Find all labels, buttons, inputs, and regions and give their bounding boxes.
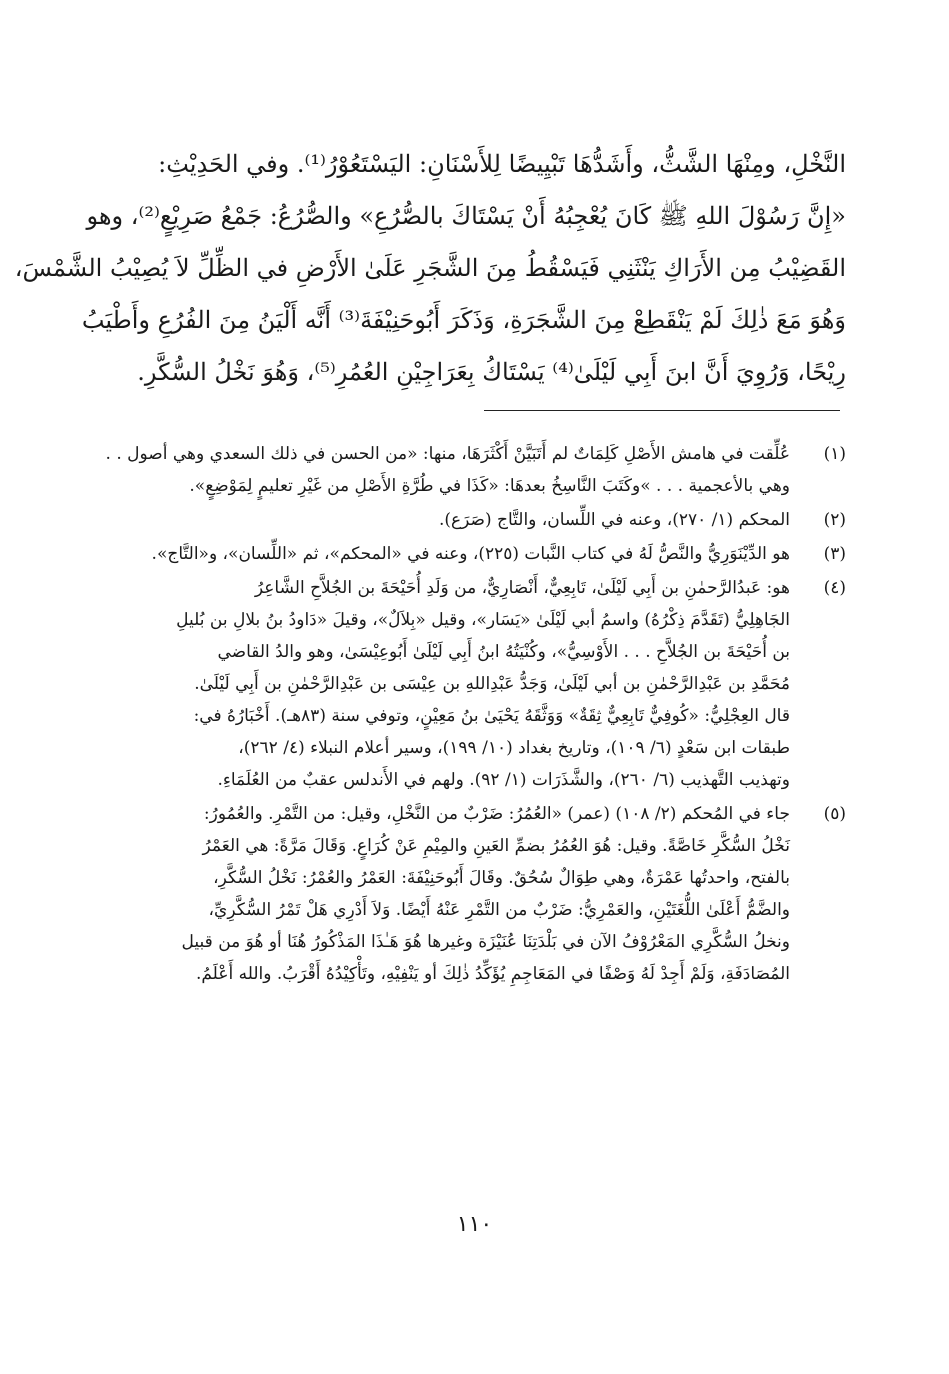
footnote-line: جاء في المُحكم (٢/ ١٠٨) (عمر) «العُمُرُ: ضَرْبٌ من النَّخْلِ، وقيل: من التَّمْرِ. والعُمُورُ: [203, 804, 790, 824]
footnote-3 [108, 538, 846, 570]
footnote-separator-rule [484, 410, 840, 411]
main-text-line: «إِنَّ رَسُوْلَ اللهِ ﷺ كَانَ يُعْجِبُهُ أَنْ يَسْتَاكَ بالصُّرُعِ» والصُّرُعُ: جَمْعُ صَرِيْعٍ⁽²⁾، وهو [86, 202, 846, 230]
main-text-line: القَضِيْبُ مِن الأَرَاكِ يَنْثَنِي فَيَسْقُطُ مِنَ الشَّجَرِ عَلَىٰ الأَرْضِ في الظِّلِّ لاَ يُصِيْبُ الشَّمْسَ، [14, 254, 846, 282]
page-number: ١١٠ [456, 1212, 493, 1237]
main-text-line: النَّخْلِ، ومِنْهَا الشَّثُّ، وأَشَدُّهَا تَبْيِيضًا لِلأَسْنَانِ: اليَسْتَعُوْرُ⁽¹⁾. وفي الحَدِيْثِ: [158, 150, 846, 178]
footnote-1 [105, 438, 846, 502]
footnote-line: طبقات ابن سَعْدٍ (٦/ ١٠٩)، وتاريخ بغداد (١٠/ ١٩٩)، وسير أعلام النبلاء (٤/ ٢٦٢)، [238, 738, 790, 758]
main-text-line: وَهُوَ مَعَ ذٰلِكَ لَمْ يَنْقَطِعْ مِنَ الشَّجَرَةِ، وَذَكَرَ أَبُوحَنِيْفَةَ⁽³⁾ أَنَّه أَلْيَنُ مِنَ الفُرُعِ وأَطْيَبُ [81, 306, 846, 334]
main-text-line: رِيْحًا، وَرُوِيَ أَنَّ ابنَ أَبِي لَيْلَىٰ⁽⁴⁾ يَسْتَاكُ بِعَرَاجِيْنِ العُمُرِ⁽⁵⁾، وَهُوَ نَخْلُ السُّكَّرِ. [137, 358, 846, 386]
footnote-number: (٤) [823, 578, 846, 598]
footnotes-section [105, 438, 846, 992]
footnote-number: (٢) [823, 510, 846, 530]
footnote-line: هو: عَبدُالرَّحمٰنِ بن أَبِي لَيْلَىٰ، تَابِعِيٌّ، أَنْصَارِيٌّ، من وَلَدِ أُحَيْحَةَ بن الجُلاَّحِ الشَّاعِرُ [254, 578, 790, 598]
footnote-line: وتهذيب التَّهذيب (٦/ ٢٦٠)، والشَّذَرَات (١/ ٩٢). ولهم في الأَندلس عقبٌ من العُلَمَاءِ. [217, 770, 790, 790]
footnote-line: نَخْلُ السُّكَّرِ خَاصَّةً. وقيل: هُوَ العُمُرُ بضمِّ العَينِ والمِيْمِ عَنْ كُرَاعٍ. وَقَالَ مَرَّةً: هي العَمْرُ [202, 836, 790, 856]
footnote-line: المُصَادَفَةِ، وَلَمْ أَجِدْ لَهُ وَصْفًا في المَعَاجِمِ يُؤَكِّدُ ذٰلِكَ أو يَنْفِيْهِ، وتَأْكِيْدُهُ أَقْرَبُ. والله أَعْلَمُ. [195, 964, 790, 984]
footnote-line: بن أُحَيْحَةَ بن الجُلاَّحِ . . . الأَوْسِيُّ»، وكُنْيَتُهُ ابنُ أَبِي لَيْلَىٰ أَبُوعِيْسَىٰ، وهو والدُ القاضي [217, 642, 790, 662]
footnote-2 [108, 504, 846, 536]
footnote-line: قال العِجْلِيُّ: «كُوفِيٌّ تَابِعِيٌّ ثِقَةٌ» وَوَثَّقَهُ يَحْيَىٰ بنُ مَعِيْنٍ، وتوفي سنة (٨٣هـ). أَخْبَارُهُ في: [193, 706, 790, 726]
footnote-line: ونخلُ السُّكَّرِي المَعْرُوْفُ الآن في بَلْدَتِنَا عُنَيْزَة وغيرها هُوَ هَـٰذَا المَذْكُورُ هُنَا أو هُوَ من قبيل [181, 932, 790, 952]
footnote-line: عُلِّقت في هامش الأَصْلِ كَلِمَاتٌ لم أَتَبَيَّنْ أَكْثَرَهَا، منها: «من الحسن في ذلك السعدي وهي أصول . . [105, 444, 790, 464]
footnote-number: (٣) [823, 544, 846, 564]
footnote-number: (١) [823, 444, 846, 464]
footnote-line: الجَاهِلِيُّ (تَقَدَّمَ ذِكْرُهُ) واسمُ أبي لَيْلَىٰ «يَسَار»، وقيل «بِلاَلٌ»، وقيلَ «دَاودُ بنُ بلالِ بن بُليلِ [176, 610, 790, 630]
footnote-5 [108, 798, 846, 990]
footnote-line: المحكم (١/ ٢٧٠)، وعنه في اللِّسان، والتَّاج (صَرَع). [438, 510, 790, 530]
footnote-line: مُحَمَّدِ بن عَبْدِالرَّحْمٰنِ بن أبي لَيْلَىٰ، وَجَدُّ عَبْدِاللهِ بن عِيْسَى بن عَبْدِالرَّحْمٰنِ بن أَبِي لَيْلَىٰ. [194, 674, 790, 694]
main-body-text [14, 138, 846, 398]
footnote-line: هو الدِّيْنَوَرِيُّ والنَّصُّ لَهُ في كتاب النَّبات (٢٢٥)، وعنه في «المحكم»، ثم «اللِّسان»، و«التَّاج». [151, 544, 790, 564]
footnote-line: والضَّمُّ أَعْلَىٰ اللُّغَتَيْنِ، والعَمْرِيُّ: ضَرْبٌ من التَّمْرِ عَنْهُ أَيْضًا. وَلاَ أَدْرِي هَلْ تَمْرُ السُّكَّرِيِّ، [208, 900, 790, 920]
footnote-line: وهي بالأعجمية . . . »وكَتَبَ النَّاسِخُ بعدهَا: «كَذَا في طُرَّةِ الأَصْلِ من غَيْرِ تعليمٍ لِمَوْضِعٍ». [189, 476, 790, 496]
footnote-4 [108, 572, 846, 796]
footnote-number: (٥) [823, 804, 846, 824]
footnote-line: بالفتح، واحدتُها عَمْرَةٌ، وهي طِوَالٌ سُحُقٌ. وقَالَ أَبُوحَنِيْفَةَ: العَمْرُ والعُمْرُ: نَخْلُ السُّكَّرِ، [213, 868, 790, 888]
